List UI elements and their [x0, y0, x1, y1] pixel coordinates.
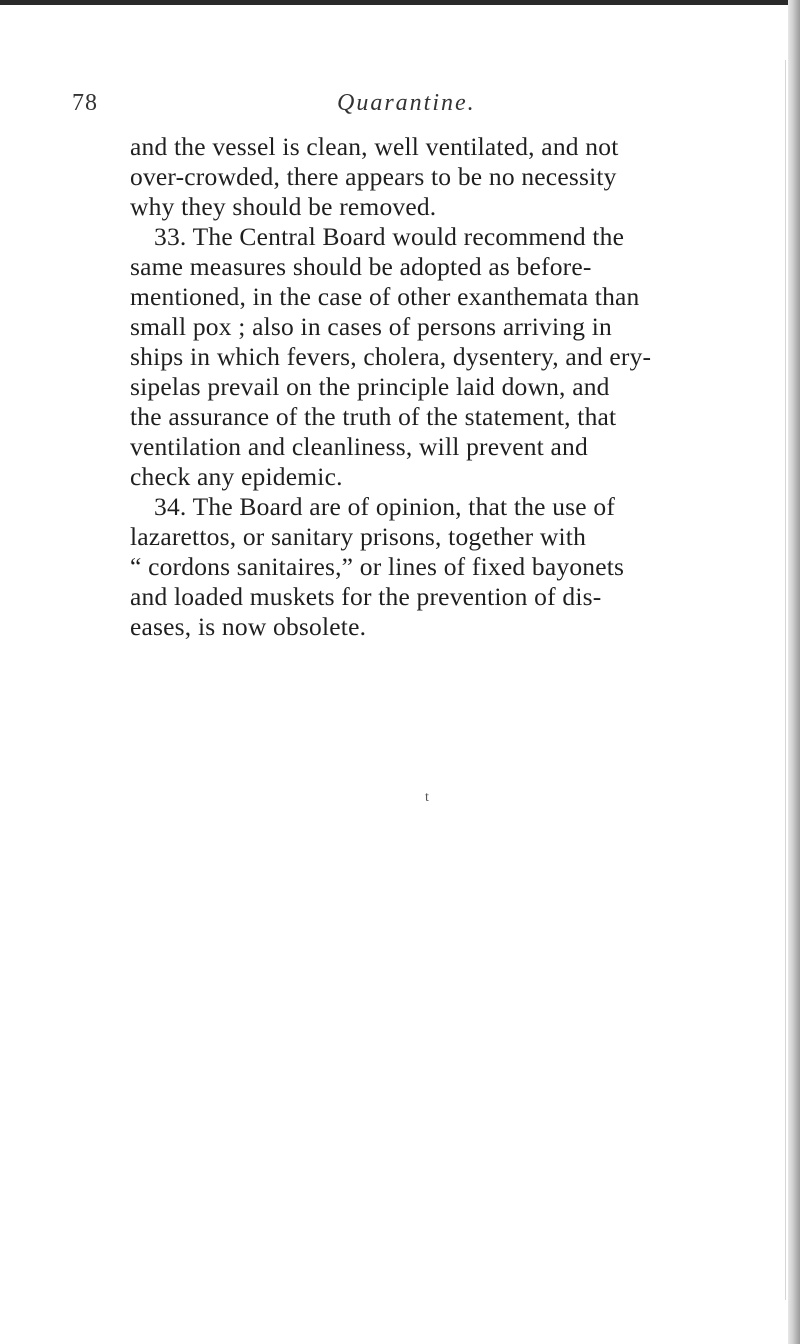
page-top-border [0, 0, 800, 5]
text-line: why they should be removed. [130, 192, 437, 221]
body-text [130, 132, 770, 642]
paragraph-34-start: 34. The Board are of opinion, that the use of [154, 492, 616, 521]
text-line: sipelas prevail on the principle laid down, and [130, 372, 610, 401]
text-line: lazarettos, or sanitary prisons, together with [130, 522, 587, 551]
stray-ink-mark: t [425, 790, 429, 805]
text-line: eases, is now obsolete. [130, 612, 367, 641]
text-line: small pox ; also in cases of persons arriving in [130, 312, 612, 341]
text-line: mentioned, in the case of other exanthemata than [130, 282, 640, 311]
page-number: 78 [72, 90, 98, 116]
page-right-edge [788, 0, 800, 1344]
text-line: the assurance of the truth of the statement, that [130, 402, 617, 431]
text-line: and the vessel is clean, well ventilated, and not [130, 132, 619, 161]
text-line: ventilation and cleanliness, will prevent and [130, 432, 588, 461]
text-line: check any epidemic. [130, 462, 343, 491]
paragraph-33-start: 33. The Central Board would recommend the [154, 222, 625, 251]
text-line: over-crowded, there appears to be no necessity [130, 162, 617, 191]
text-line: and loaded muskets for the prevention of dis- [130, 582, 602, 611]
running-head: Quarantine. [337, 90, 476, 116]
text-line: ships in which fevers, cholera, dysentery, and ery- [130, 342, 652, 371]
text-line: “ cordons sanitaires,” or lines of fixed bayonets [130, 552, 625, 581]
text-line: same measures should be adopted as before- [130, 252, 592, 281]
page-fold-line [785, 60, 786, 1300]
